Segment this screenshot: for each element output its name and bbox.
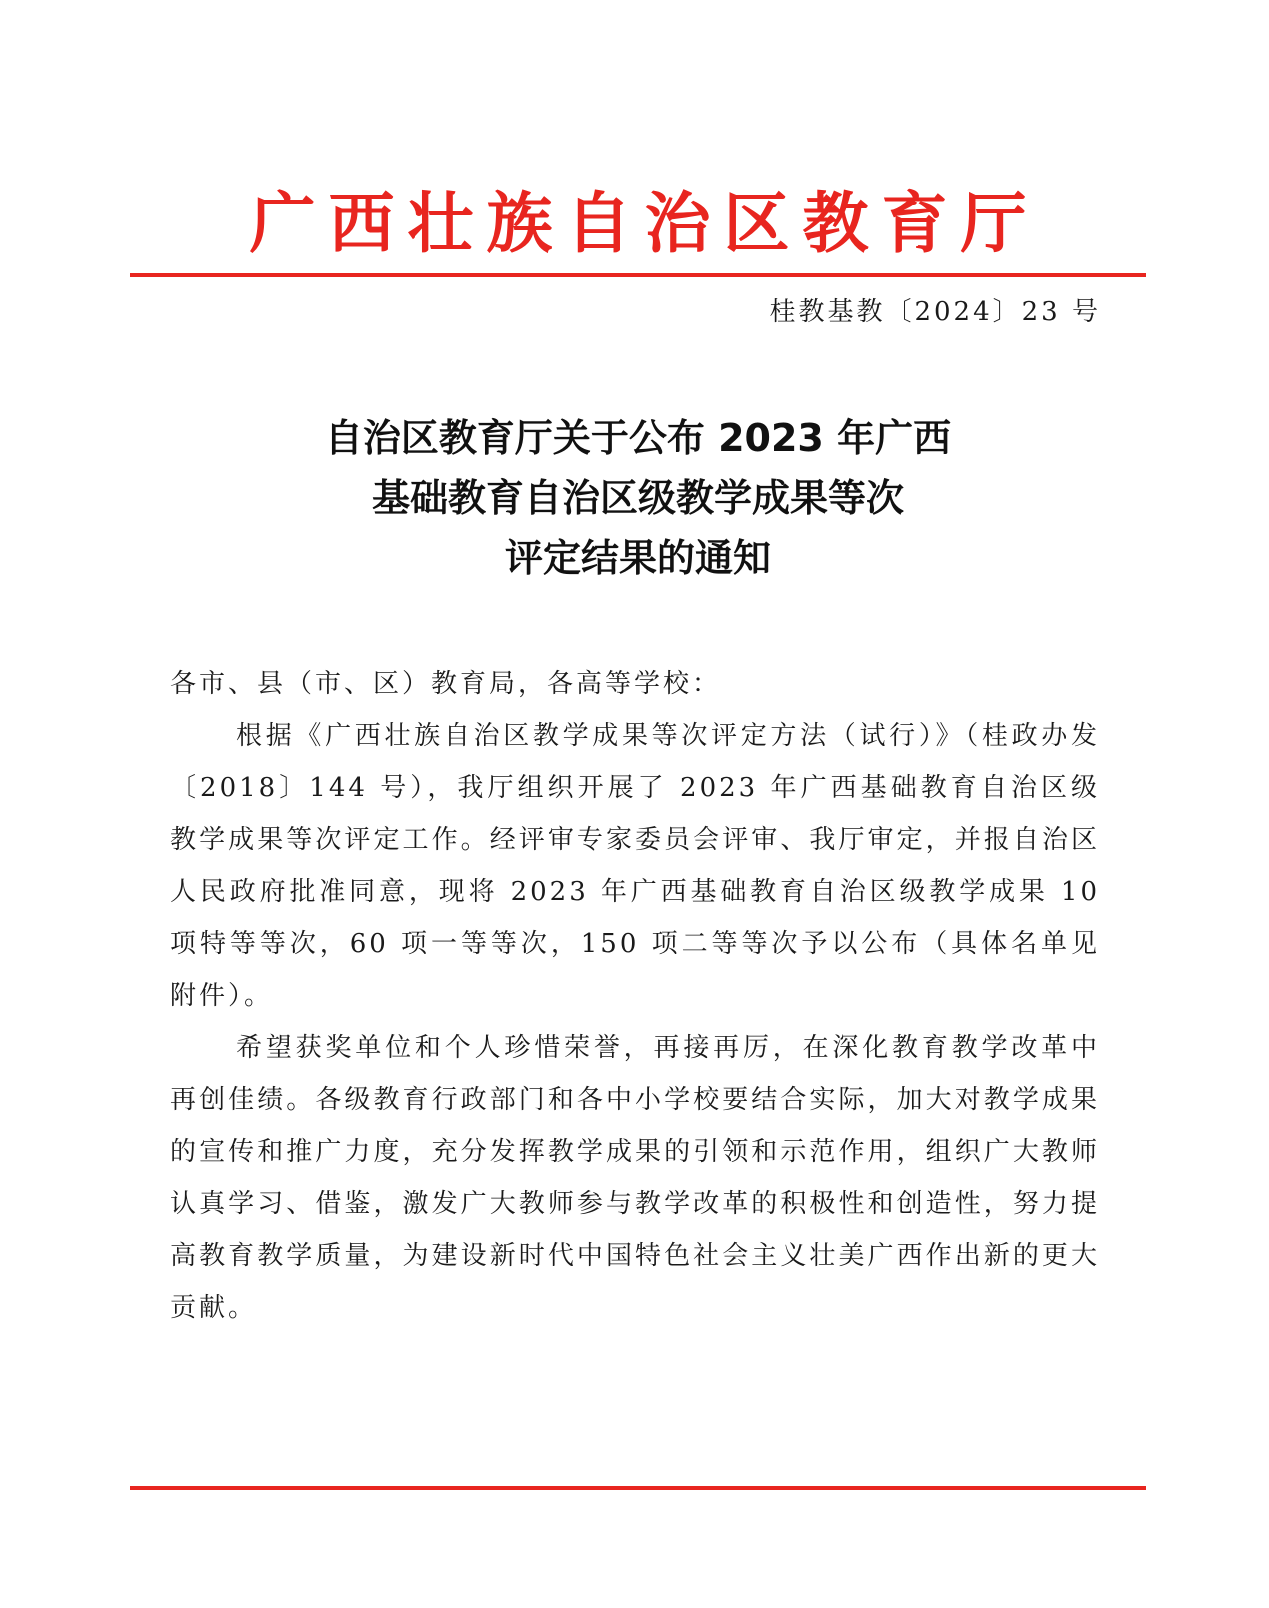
body-paragraph: 根据《广西壮族自治区教学成果等次评定方法（试行）》（桂政办发〔2018〕144 号），我厅组织开展了 2023 年广西基础教育自治区级教学成果等次评定工作。经评审专家委员会评审、我厅审定，并报自治区人民政府批准同意，现将 2023 年广西基础教育自治区级教学成果 10 项特等等次，60 项一等等次，150 项二等等次予以公布（具体名单见附件）。	[170, 721, 1100, 1011]
title-line: 基础教育自治区级教学成果等次	[371, 476, 904, 520]
document-number: 桂教基教〔2024〕23 号	[769, 297, 1101, 327]
header-red-rule	[130, 273, 1146, 277]
title-line: 自治区教育厅关于公布 2023 年广西	[324, 416, 952, 460]
title-line: 评定结果的通知	[504, 536, 771, 580]
organization-header: 广西壮族自治区教育厅	[249, 185, 1040, 262]
document-title	[130, 408, 1146, 588]
body-paragraph: 希望获奖单位和个人珍惜荣誉，再接再厉，在深化教育教学改革中再创佳绩。各级教育行政部门和各中小学校要结合实际，加大对教学成果的宣传和推广力度，充分发挥教学成果的引领和示范作用，组织广大教师认真学习、借鉴，激发广大教师参与教学改革的积极性和创造性，努力提高教育教学质量，为建设新时代中国特色社会主义壮美广西作出新的更大贡献。	[170, 1033, 1100, 1323]
footer-red-rule	[130, 1486, 1146, 1490]
document-body	[170, 658, 1100, 1334]
salutation: 各市、县（市、区）教育局，各高等学校：	[170, 669, 722, 699]
